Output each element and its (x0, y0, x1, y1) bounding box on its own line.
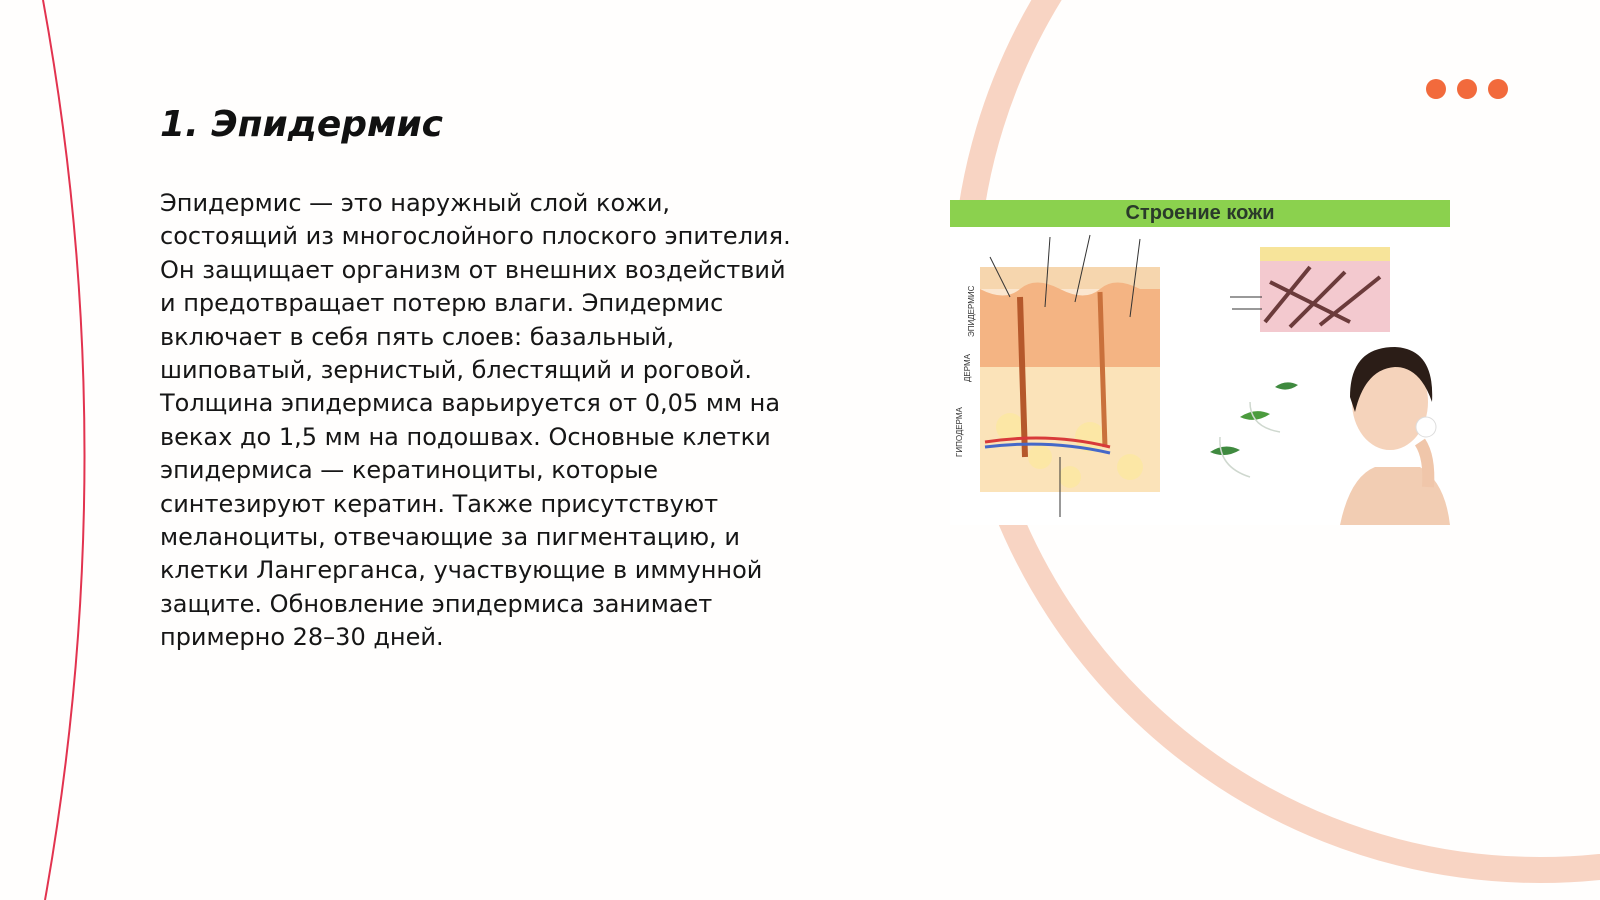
slide-body-text: Эпидермис — это наружный слой кожи, состоящий из многослойного плоского эпителия. Он защищает организм от внешних воздействий и предотвращает потерю влаги. Эпидермис включает в себя пять слоев: базальный, шиповатый, зернистый, блестящий и роговой. Толщина эпидермиса варьируется от 0,05 мм на веках до 1,5 мм на подошвах. Основные клетки эпидермиса — кератиноциты, которые синтезируют кератин. Также присутствуют меланоциты, отвечающие за пигментацию, и клетки Лангерганса, участвующие в иммунной защите. Обновление эпидермиса занимает примерно 28–30 дней. (160, 189, 791, 652)
dot-2 (1457, 79, 1477, 99)
dot-3 (1488, 79, 1508, 99)
skin-illustration (950, 227, 1450, 525)
label-dermis: ДЕРМА (963, 354, 972, 382)
skin-structure-figure (950, 200, 1450, 525)
skin-cross-section (980, 235, 1160, 517)
dots-decoration (1426, 79, 1508, 99)
woman-illustration (1340, 347, 1450, 525)
leaves-decoration (1210, 382, 1298, 477)
label-hypodermis: ГИПОДЕРМА (955, 407, 964, 457)
left-red-curve (43, 0, 85, 900)
label-epidermis: ЭПИДЕРМИС (967, 285, 976, 337)
dot-1 (1426, 79, 1446, 99)
slide-title: 1. Эпидермис (160, 104, 444, 145)
dermis-detail-diagram (1230, 247, 1390, 332)
figure-banner: Строение кожи (950, 200, 1450, 227)
